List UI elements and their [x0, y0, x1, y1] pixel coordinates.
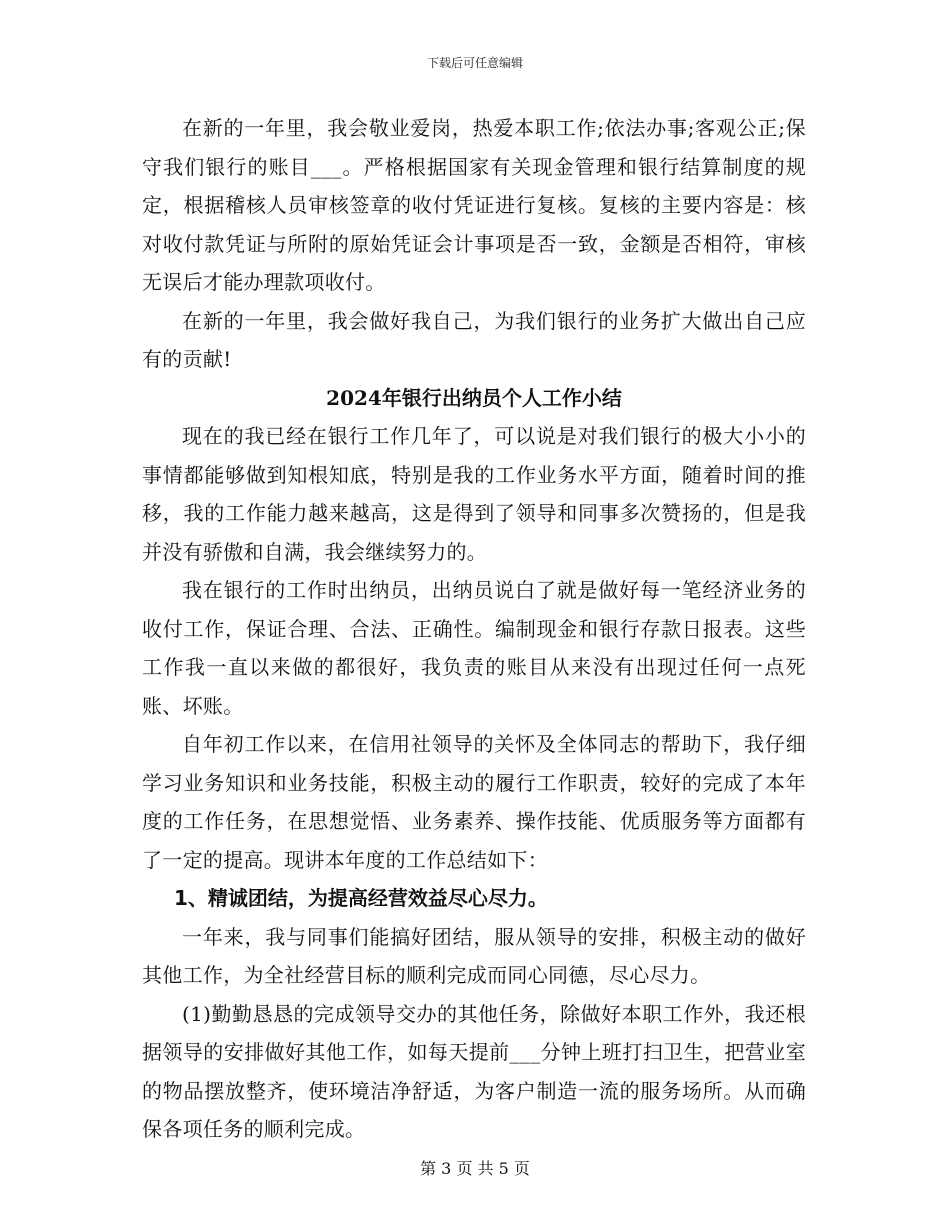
paragraph-6: 一年来，我与同事们能搞好团结，服从领导的安排，积极主动的做好其他工作，为全社经营目标的顺利完成而同心同德，尽心尽力。 — [142, 924, 806, 987]
section-title: 2024年银行出纳员个人工作小结 — [326, 385, 622, 410]
paragraph-3: 现在的我已经在银行工作几年了，可以说是对我们银行的极大小小的事情都能够做到知根知底，特别是我的工作业务水平方面，随着时间的推移，我的工作能力越来越高，这是得到了领导和同事多次赞扬的，但是我并没有骄傲和自满，我会继续努力的。 — [142, 424, 806, 564]
paragraph-1: 在新的一年里，我会敬业爱岗，热爱本职工作;依法办事;客观公正;保守我们银行的账目___。严格根据国家有关现金管理和银行结算制度的规定，根据稽核人员审核签章的收付凭证进行复核。复核的主要内容是：核对收付款凭证与所附的原始凭证会计事项是否一致，金额是否相符，审核无误后才能办理款项收付。 — [142, 116, 806, 294]
subheading-1: 1、精诚团结，为提高经营效益尽心尽力。 — [174, 886, 548, 910]
page-footer: 第 3 页 共 5 页 — [420, 1159, 530, 1178]
paragraph-2: 在新的一年里，我会做好我自己，为我们银行的业务扩大做出自己应有的贡献! — [142, 308, 806, 371]
document-body — [142, 109, 806, 1149]
paragraph-5: 自年初工作以来，在信用社领导的关怀及全体同志的帮助下，我仔细学习业务知识和业务技能，积极主动的履行工作职责，较好的完成了本年度的工作任务，在思想觉悟、业务素养、操作技能、优质服务等方面都有了一定的提高。现讲本年度的工作总结如下： — [142, 732, 806, 872]
paragraph-4: 我在银行的工作时出纳员，出纳员说白了就是做好每一笔经济业务的收付工作，保证合理、合法、正确性。编制现金和银行存款日报表。这些工作我一直以来做的都很好，我负责的账目从来没有出现过任何一点死账、坏账。 — [142, 578, 806, 718]
page-header: 下载后可任意编辑 — [426, 56, 523, 70]
paragraph-7: (1)勤勤恳恳的完成领导交办的其他任务，除做好本职工作外，我还根据领导的安排做好其他工作，如每天提前___分钟上班打扫卫生，把营业室的物品摆放整齐，使环境洁净舒适，为客户制造一流的服务场所。从而确保各项任务的顺利完成。 — [142, 1001, 806, 1141]
